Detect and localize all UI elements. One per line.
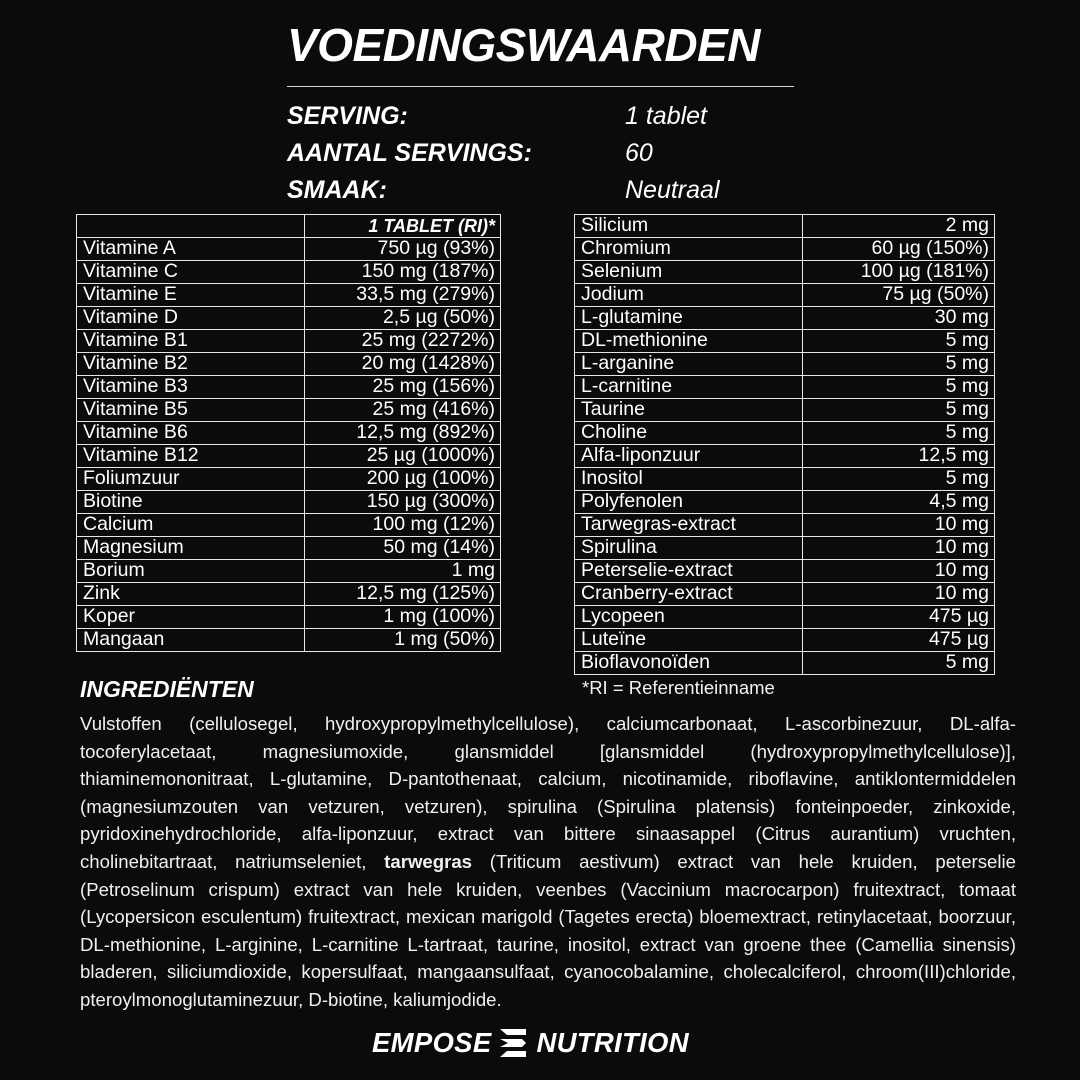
page-title: VOEDINGSWAARDEN (287, 19, 760, 71)
nutrient-amount: 150 mg (187%) (305, 261, 501, 284)
nutrient-name: Cranberry-extract (575, 583, 803, 606)
nutrient-name: Spirulina (575, 537, 803, 560)
nutrient-amount: 2 mg (803, 215, 995, 238)
nutrient-name: Vitamine E (77, 284, 305, 307)
nutrient-name: Vitamine C (77, 261, 305, 284)
table-row (575, 491, 995, 514)
serving-info (287, 98, 807, 209)
nutrient-amount: 100 µg (181%) (803, 261, 995, 284)
ri-footnote: *RI = Referentieinname (582, 677, 775, 698)
nutrient-amount: 200 µg (100%) (305, 468, 501, 491)
nutrient-amount: 12,5 mg (125%) (305, 583, 501, 606)
serving-label: SERVING: (287, 102, 408, 130)
table-row (575, 376, 995, 399)
nutrient-name: Mangaan (77, 629, 305, 652)
flavor-value: Neutraal (625, 176, 720, 204)
flavor-label: SMAAK: (287, 176, 387, 204)
table-row (575, 514, 995, 537)
nutrient-name: Choline (575, 422, 803, 445)
nutrition-table-other (574, 214, 995, 675)
table-header-per-tablet: 1 TABLET (RI)* (305, 215, 501, 238)
table-row (575, 629, 995, 652)
nutrient-name: L-glutamine (575, 307, 803, 330)
nutrient-amount: 1 mg (100%) (305, 606, 501, 629)
ingredients-title: INGREDIËNTEN (80, 676, 254, 702)
servings-count-row (287, 135, 807, 172)
nutrient-amount: 10 mg (803, 560, 995, 583)
nutrient-name: Taurine (575, 399, 803, 422)
nutrient-name: Vitamine A (77, 238, 305, 261)
nutrient-amount: 4,5 mg (803, 491, 995, 514)
table-row (77, 537, 501, 560)
nutrient-amount: 475 µg (803, 629, 995, 652)
nutrient-amount: 750 µg (93%) (305, 238, 501, 261)
nutrient-name: Bioflavonoïden (575, 652, 803, 675)
table-row (77, 399, 501, 422)
nutrient-amount: 100 mg (12%) (305, 514, 501, 537)
table-row (77, 445, 501, 468)
nutrient-amount: 25 mg (416%) (305, 399, 501, 422)
nutrient-amount: 10 mg (803, 514, 995, 537)
table-row (77, 583, 501, 606)
serving-row (287, 98, 807, 135)
nutrient-name: Silicium (575, 215, 803, 238)
nutrient-amount: 60 µg (150%) (803, 238, 995, 261)
nutrient-amount: 12,5 mg (892%) (305, 422, 501, 445)
nutrient-amount: 5 mg (803, 376, 995, 399)
nutrient-amount: 1 mg (305, 560, 501, 583)
table-row (77, 238, 501, 261)
nutrient-name: Peterselie-extract (575, 560, 803, 583)
table-row (575, 353, 995, 376)
nutrient-name: Alfa-liponzuur (575, 445, 803, 468)
nutrient-amount: 50 mg (14%) (305, 537, 501, 560)
table-row (575, 284, 995, 307)
brand-name-right: NUTRITION (536, 1027, 689, 1058)
nutrition-table-vitamins (76, 214, 501, 652)
nutrient-amount: 150 µg (300%) (305, 491, 501, 514)
nutrient-amount: 10 mg (803, 583, 995, 606)
table-row (575, 445, 995, 468)
table-row (77, 514, 501, 537)
nutrient-name: Luteïne (575, 629, 803, 652)
nutrient-name: Vitamine D (77, 307, 305, 330)
table-row (575, 652, 995, 675)
nutrient-name: Vitamine B6 (77, 422, 305, 445)
table-row (575, 238, 995, 261)
nutrient-name: Chromium (575, 238, 803, 261)
nutrient-name: Vitamine B5 (77, 399, 305, 422)
nutrient-amount: 475 µg (803, 606, 995, 629)
title-divider (287, 86, 794, 87)
nutrient-amount: 5 mg (803, 422, 995, 445)
serving-value: 1 tablet (625, 102, 708, 130)
table-header-row (77, 215, 501, 238)
table-row (77, 629, 501, 652)
nutrient-name: Vitamine B12 (77, 445, 305, 468)
nutrient-amount: 75 µg (50%) (803, 284, 995, 307)
nutrient-amount: 20 mg (1428%) (305, 353, 501, 376)
nutrient-amount: 12,5 mg (803, 445, 995, 468)
nutrient-name: Koper (77, 606, 305, 629)
table-row (575, 422, 995, 445)
table-row (575, 537, 995, 560)
ingredients-text-part-2: (Triticum aestivum) extract van hele kruiden, peterselie (Petroselinum crispum) extract van hele kruiden, veenbes (Vaccinium macrocarpon) fruitextract, tomaat (Lycopersicon esculentum) fruitextract, mexican marigold (Tagetes erecta) bloemextract, retinylacetaat, boorzuur, DL-methionine, L-arginine, L-carnitine L-tartraat, taurine, inositol, extract van groene thee (Camellia sinensis) bladeren, siliciumdioxide, kopersulfaat, mangaansulfaat, cyanocobalamine, cholecalciferol, chroom(III)chloride, pteroylmonoglutaminezuur, D-biotine, kaliumjodide. (80, 850, 1016, 1010)
nutrient-amount: 5 mg (803, 353, 995, 376)
nutrient-name: DL-methionine (575, 330, 803, 353)
ingredients-text-part-1: Vulstoffen (cellulosegel, hydroxypropylmethylcellulose), calciumcarbonaat, L-ascorbinezuur, DL-alfa-tocoferylacetaat, magnesiumoxide, glansmiddel [glansmiddel (hydroxypropylmethylcellulose)], thiaminemononitraat, L-glutamine, D-pantothenaat, calcium, nicotinamide, riboflavine, antiklontermiddelen (magnesiumzouten van vetzuren, vetzuren), spirulina (Spirulina platensis) fonteinpoeder, zinkoxide, pyridoxinehydrochloride, alfa-liponzuur, extract van bittere sinaasappel (Citrus aurantium) vruchten, cholinebitartraat, natriumseleniet, (80, 713, 1016, 872)
ingredients-allergen-highlight: tarwegras (384, 850, 473, 872)
brand-name-left: EMPOSE (372, 1027, 492, 1058)
nutrient-amount: 30 mg (803, 307, 995, 330)
empose-logo-icon (496, 1026, 530, 1060)
nutrient-amount: 5 mg (803, 399, 995, 422)
table-row (77, 606, 501, 629)
nutrient-amount: 25 mg (156%) (305, 376, 501, 399)
table-row (77, 261, 501, 284)
table-row (77, 307, 501, 330)
ingredients-text (80, 710, 1016, 1014)
table-row (77, 376, 501, 399)
table-row (77, 491, 501, 514)
nutrient-amount: 33,5 mg (279%) (305, 284, 501, 307)
table-row (77, 330, 501, 353)
nutrient-name: Vitamine B2 (77, 353, 305, 376)
table-row (575, 560, 995, 583)
brand-logo (372, 1025, 689, 1061)
table-row (575, 215, 995, 238)
table-row (575, 468, 995, 491)
nutrient-amount: 1 mg (50%) (305, 629, 501, 652)
flavor-row (287, 172, 807, 209)
nutrient-name: Vitamine B1 (77, 330, 305, 353)
servings-count-label: AANTAL SERVINGS: (287, 139, 532, 167)
table-row (575, 583, 995, 606)
nutrient-name: Foliumzuur (77, 468, 305, 491)
nutrient-name: Jodium (575, 284, 803, 307)
nutrient-amount: 5 mg (803, 468, 995, 491)
nutrient-name: Borium (77, 560, 305, 583)
table-row (575, 261, 995, 284)
table-row (575, 606, 995, 629)
table-row (77, 353, 501, 376)
table-row (77, 284, 501, 307)
nutrient-name: Vitamine B3 (77, 376, 305, 399)
nutrient-name: Biotine (77, 491, 305, 514)
nutrient-name: Lycopeen (575, 606, 803, 629)
table-row (77, 560, 501, 583)
nutrient-name: Tarwegras-extract (575, 514, 803, 537)
table-row (575, 307, 995, 330)
nutrient-amount: 2,5 µg (50%) (305, 307, 501, 330)
nutrient-name: Inositol (575, 468, 803, 491)
table-header-blank (77, 215, 305, 238)
table-row (575, 330, 995, 353)
nutrient-name: Calcium (77, 514, 305, 537)
servings-count-value: 60 (625, 139, 653, 167)
nutrient-name: Magnesium (77, 537, 305, 560)
nutrient-name: Zink (77, 583, 305, 606)
nutrient-name: Polyfenolen (575, 491, 803, 514)
nutrient-amount: 5 mg (803, 330, 995, 353)
nutrient-amount: 5 mg (803, 652, 995, 675)
table-row (77, 422, 501, 445)
nutrient-name: L-arganine (575, 353, 803, 376)
nutrient-amount: 10 mg (803, 537, 995, 560)
nutrient-amount: 25 µg (1000%) (305, 445, 501, 468)
nutrient-name: L-carnitine (575, 376, 803, 399)
nutrient-name: Selenium (575, 261, 803, 284)
table-row (575, 399, 995, 422)
nutrient-amount: 25 mg (2272%) (305, 330, 501, 353)
table-row (77, 468, 501, 491)
